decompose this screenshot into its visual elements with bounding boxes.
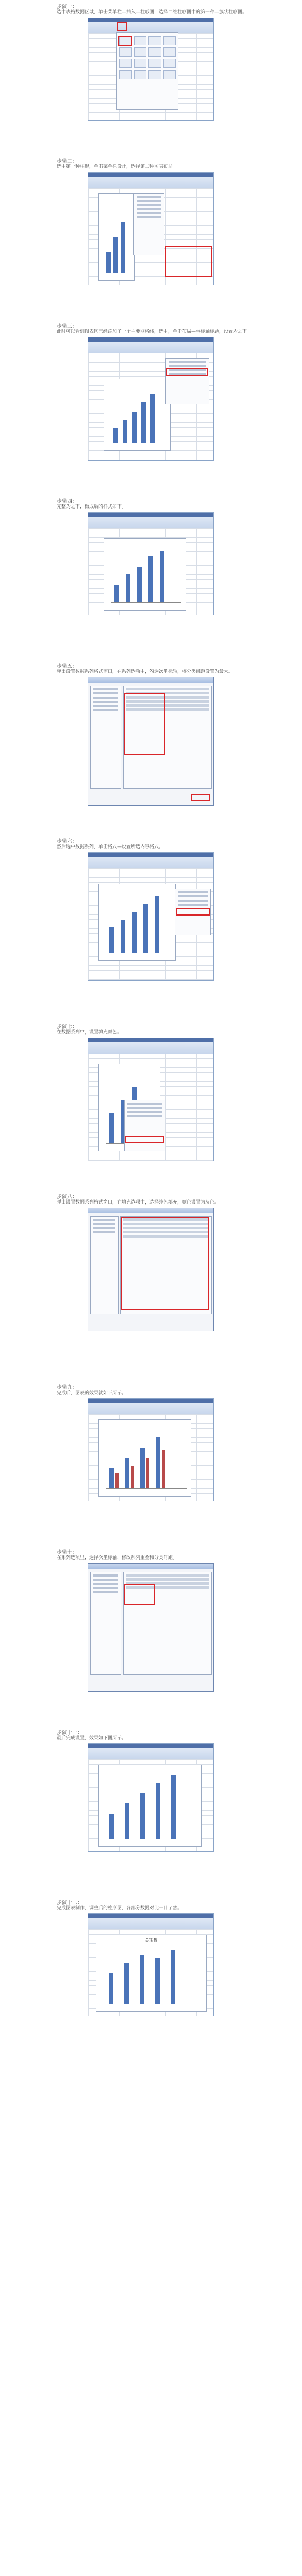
screenshot-fill-color	[88, 1038, 214, 1161]
thumb[interactable]	[148, 59, 161, 68]
dialog-title-bar	[88, 677, 213, 683]
format-series-dialog[interactable]	[88, 1208, 214, 1331]
step-title: 步骤十二：	[57, 1900, 82, 1906]
bar	[121, 920, 125, 953]
dialog-sidebar[interactable]	[90, 1572, 121, 1675]
thumb[interactable]	[148, 36, 161, 45]
menu-item	[169, 365, 206, 367]
highlight-layout-gallery	[165, 246, 212, 277]
sidebar-item[interactable]	[93, 701, 118, 703]
ribbon-tabs	[88, 18, 213, 22]
highlight-menu-item	[125, 1136, 164, 1143]
thumb[interactable]	[119, 47, 132, 57]
bar	[114, 585, 119, 603]
screenshot-chart-result	[88, 1398, 214, 1501]
bar	[132, 412, 137, 443]
ribbon-tabs	[88, 1914, 213, 1918]
step-title: 步骤九：	[57, 1385, 77, 1391]
step-desc: 此时可以看到图表区已经添加了一个主要网格线，选中，单击布局—坐标轴标题，设置为之下。	[57, 329, 252, 334]
dialog-title-bar	[88, 1208, 213, 1213]
option	[126, 1574, 209, 1577]
step-title: 步骤三：	[57, 324, 77, 329]
thumb[interactable]	[134, 36, 147, 45]
step-desc: 完整为之下，做成后的样式如下。	[57, 504, 127, 510]
screenshot-format-selection	[88, 852, 214, 981]
ribbon	[88, 342, 213, 353]
sidebar-item[interactable]	[93, 1223, 115, 1225]
step-title: 步骤四：	[57, 499, 77, 504]
step-title: 步骤八：	[57, 1194, 77, 1200]
step-title: 步骤十：	[57, 1550, 77, 1555]
highlight-axis-option	[124, 1584, 155, 1605]
step-title: 步骤二：	[57, 159, 77, 164]
menu-item	[127, 1107, 162, 1109]
thumb[interactable]	[119, 70, 132, 79]
bar	[143, 904, 148, 953]
ribbon	[88, 1748, 213, 1760]
column-chart[interactable]	[98, 1419, 191, 1497]
menu-item	[127, 1103, 162, 1105]
step-title: 步骤一：	[57, 4, 77, 10]
menu-item	[137, 200, 161, 202]
highlight-first-thumb	[118, 36, 132, 46]
format-series-dialog[interactable]	[88, 1563, 214, 1692]
sidebar-item[interactable]	[93, 1227, 115, 1229]
menu-item	[137, 212, 161, 214]
step-title: 步骤十一：	[57, 1730, 82, 1736]
menu-item	[127, 1111, 162, 1113]
format-series-dialog[interactable]	[88, 677, 214, 806]
context-menu[interactable]	[124, 1100, 165, 1151]
dialog-title-bar	[88, 1564, 213, 1569]
column-chart[interactable]	[96, 1935, 207, 2012]
screenshot-chart-layout	[88, 172, 214, 285]
sidebar-item[interactable]	[93, 1591, 118, 1593]
bar	[156, 1437, 160, 1489]
screenshot-chart-result	[88, 512, 214, 615]
sidebar-item[interactable]	[93, 1579, 118, 1581]
ribbon-tabs	[88, 853, 213, 857]
chart-title: 总销售	[145, 1938, 158, 1942]
x-axis	[106, 1488, 187, 1489]
ribbon	[88, 1403, 213, 1415]
sidebar-item[interactable]	[93, 1574, 118, 1577]
bar	[146, 1458, 149, 1489]
menu-item	[169, 361, 206, 363]
highlight-menu-option	[166, 368, 208, 376]
sidebar-item[interactable]	[93, 692, 118, 694]
bar	[109, 927, 114, 953]
bar	[171, 1950, 175, 2004]
sidebar-item[interactable]	[93, 697, 118, 699]
bar	[113, 237, 118, 273]
axis-title-menu[interactable]	[165, 358, 209, 404]
highlight-column-button	[117, 22, 127, 31]
option	[126, 1578, 209, 1581]
ribbon-tabs	[88, 1744, 213, 1748]
context-menu[interactable]	[133, 193, 164, 255]
menu-item	[178, 891, 208, 893]
column-chart[interactable]	[98, 1765, 202, 1847]
ribbon-tabs	[88, 173, 213, 177]
bar	[109, 1973, 113, 2004]
bar	[132, 912, 137, 953]
bar	[160, 551, 164, 603]
ribbon	[88, 1918, 213, 1930]
bar	[140, 1955, 144, 2004]
thumb[interactable]	[163, 59, 176, 68]
sidebar-item[interactable]	[93, 1231, 115, 1233]
bar	[156, 1783, 160, 1839]
step-desc: 弹出设置数据系列格式窗口，在填充选项中，选择纯色填充，颜色设置为灰色。	[57, 1200, 220, 1205]
highlight-close-button	[191, 794, 210, 801]
thumb[interactable]	[163, 36, 176, 45]
menu-item	[137, 196, 161, 198]
menu-item	[137, 204, 161, 206]
bar	[126, 574, 130, 603]
bar	[141, 402, 146, 443]
bar	[155, 1958, 160, 2004]
bar	[162, 1450, 165, 1489]
bar	[121, 222, 125, 273]
bar	[125, 1458, 129, 1489]
column-chart[interactable]	[104, 538, 186, 611]
bar	[109, 1814, 114, 1839]
highlight-series-options	[124, 693, 165, 755]
highlight-fill-options	[121, 1217, 209, 1310]
thumb[interactable]	[148, 47, 161, 57]
step-title: 步骤七：	[57, 1024, 77, 1030]
sidebar-item[interactable]	[93, 709, 118, 711]
bar	[131, 1466, 134, 1489]
bar	[125, 1803, 129, 1839]
thumb[interactable]	[134, 47, 147, 57]
screenshot-chart-result	[88, 1743, 214, 1852]
bar	[109, 1468, 114, 1489]
sidebar-item[interactable]	[93, 1587, 118, 1589]
thumb[interactable]	[119, 59, 132, 68]
column-chart[interactable]	[98, 884, 176, 961]
option	[126, 688, 209, 690]
sidebar-item[interactable]	[93, 1219, 115, 1221]
ribbon-tabs	[88, 513, 213, 517]
highlight-menu-item	[176, 908, 210, 916]
x-axis	[111, 602, 181, 603]
bar	[106, 252, 111, 273]
bar	[123, 420, 127, 443]
thumb[interactable]	[163, 70, 176, 79]
step-desc: 在系列选项里，选择次坐标轴，修改系列重叠和分类间距。	[57, 1555, 178, 1561]
step-desc: 弹出设置数据系列格式窗口，在系列选项中，勾选次坐标轴，将分类间距设置为最大。	[57, 669, 233, 674]
menu-item	[137, 216, 161, 218]
bar	[150, 394, 155, 443]
bar	[171, 1775, 176, 1839]
bar	[124, 1963, 129, 2004]
bar	[140, 1793, 145, 1839]
sidebar-item[interactable]	[93, 688, 118, 690]
screenshot-insert-column	[88, 18, 214, 121]
bar	[113, 428, 118, 443]
ribbon	[88, 857, 213, 869]
ribbon-tabs	[88, 1038, 213, 1042]
ribbon	[88, 177, 213, 189]
step-desc: 然后选中数据系列，单击格式—设置所选内容格式。	[57, 844, 164, 850]
thumb[interactable]	[134, 59, 147, 68]
column-chart[interactable]	[98, 193, 135, 281]
menu-item	[137, 208, 161, 210]
ribbon	[88, 517, 213, 529]
step-desc: 完成图表制作，调整后的柱形图，各部分数据对比一目了然。	[57, 1906, 182, 1911]
thumb[interactable]	[148, 70, 161, 79]
thumb[interactable]	[163, 47, 176, 57]
bar	[140, 1448, 145, 1489]
sidebar-item[interactable]	[93, 705, 118, 707]
bar	[155, 896, 159, 953]
bar	[137, 567, 142, 603]
step-desc: 完成后，图表的效果就如下所示。	[57, 1391, 127, 1396]
bar	[115, 1473, 119, 1489]
step-desc: 选中表格数据区域，单击菜单栏—插入—柱形图，选择二维柱形图中的第一种—簇状柱形图。	[57, 10, 247, 15]
step-desc: 选中第一种柱形，单击菜单栏设计，选择第二种图表布局。	[57, 164, 178, 170]
step-title: 步骤六：	[57, 839, 77, 844]
thumb[interactable]	[134, 70, 147, 79]
dialog-sidebar[interactable]	[90, 1216, 119, 1314]
menu-item	[178, 900, 208, 902]
column-chart[interactable]	[104, 379, 171, 451]
dialog-sidebar[interactable]	[90, 686, 121, 789]
ribbon	[88, 1042, 213, 1054]
screenshot-final-chart	[88, 1913, 214, 2016]
step-desc: 最后完成设置，效果如下图所示。	[57, 1736, 127, 1741]
screenshot-axis-title	[88, 337, 214, 461]
menu-item	[178, 895, 208, 897]
menu-item	[178, 904, 208, 906]
sidebar-item[interactable]	[93, 1583, 118, 1585]
bar	[148, 556, 153, 603]
menu-item	[127, 1115, 162, 1117]
ribbon-tabs	[88, 337, 213, 342]
bar	[109, 1113, 114, 1144]
ribbon-tabs	[88, 1399, 213, 1403]
step-title: 步骤五：	[57, 664, 77, 669]
step-desc: 在数据系列中，设置填充颜色。	[57, 1030, 122, 1035]
